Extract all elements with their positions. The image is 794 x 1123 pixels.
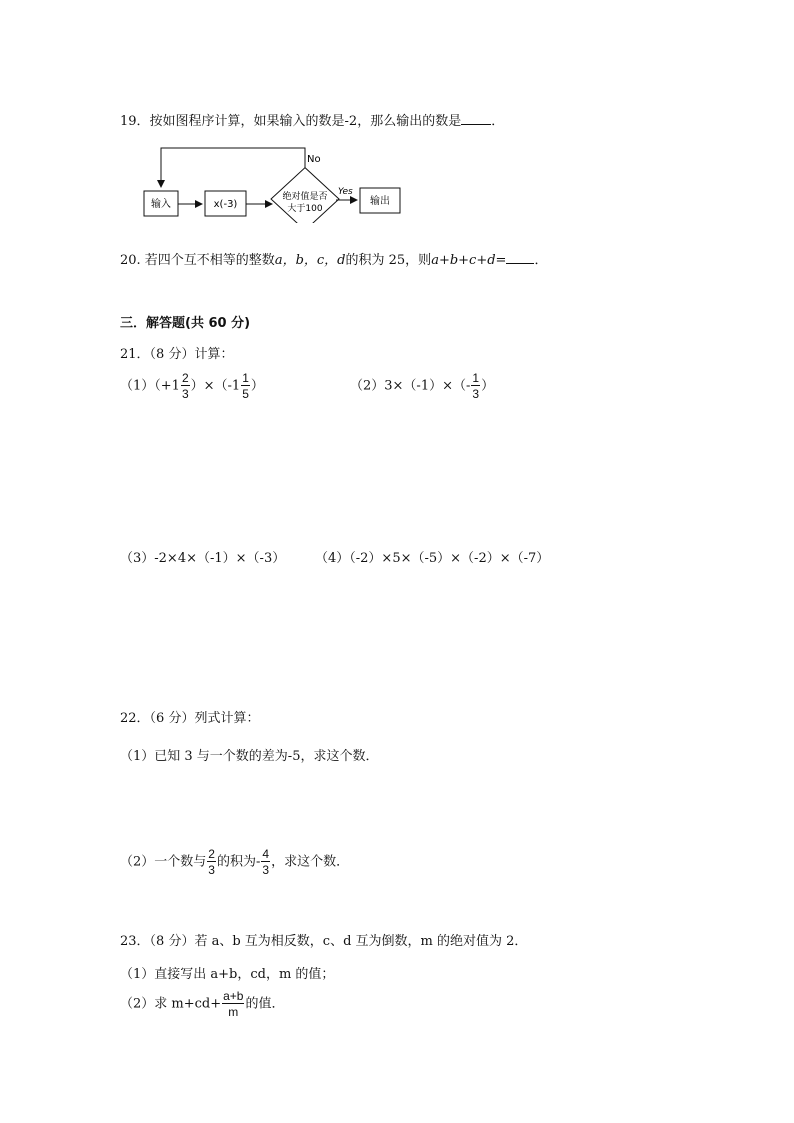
- question-23-part-1: （1）直接写出 a+b，cd，m 的值；: [120, 967, 335, 982]
- program-flowchart: [140, 143, 420, 223]
- output-label: 输出: [370, 196, 390, 207]
- decision-line-2: 大于100: [287, 204, 323, 214]
- question-20: 20. 若四个互不相等的整数a，b，c，d的积为 25，则a+b+c+d= ．: [120, 253, 548, 268]
- question-22-part-2: （2）一个数与 $\frac{2}{3}$ 的积为- $\frac{4}{3}$ ，求这个数．: [120, 847, 350, 877]
- decision-line-1: 绝对值是否: [282, 192, 328, 202]
- input-label: 输入: [151, 199, 171, 210]
- fraction: $\frac{a+b}{m}$: [223, 989, 244, 1019]
- no-label: No: [307, 154, 321, 165]
- yes-label: Yes: [338, 187, 353, 197]
- multiply-label: x(-3): [213, 199, 238, 210]
- question-21-part-1: （1）（+1 $\frac{2}{3}$ ）×（-1 $\frac{1}{5}$ ）: [120, 371, 264, 401]
- question-21-part-3: （3）-2×4×（-1）×（-3）: [120, 551, 286, 566]
- question-21-part-2: （2）3×（-1）×（- $\frac{1}{3}$ ）: [350, 371, 495, 401]
- answer-blank-20[interactable]: [506, 251, 534, 264]
- question-23-part-2: （2）求 m+cd+ $\frac{a+b}{m}$ 的值．: [120, 989, 285, 1019]
- question-21-title: 21．（8 分）计算：: [120, 347, 234, 362]
- question-19-text: 19．按如图程序计算，如果输入的数是-2，那么输出的数是: [120, 114, 462, 129]
- fraction: $\frac{2}{3}$: [181, 371, 189, 401]
- fraction: $\frac{1}{5}$: [242, 371, 249, 401]
- answer-blank-19[interactable]: [461, 112, 491, 125]
- fraction: $\frac{2}{3}$: [208, 847, 215, 877]
- question-22-title: 22．（6 分）列式计算：: [120, 711, 260, 726]
- question-23-title: 23．（8 分）若 a、b 互为相反数，c、d 互为倒数，m 的绝对值为 2．: [120, 934, 528, 949]
- fraction: $\frac{4}{3}$: [262, 847, 270, 877]
- fraction: $\frac{1}{3}$: [472, 371, 480, 401]
- section-title: 三．解答题(共 60 分): [120, 316, 251, 331]
- loop-back-arrow: [161, 148, 305, 187]
- question-21-part-4: （4）（-2）×5×（-5）×（-2）×（-7）: [315, 551, 550, 566]
- question-22-part-1: （1）已知 3 与一个数的差为-5，求这个数．: [120, 749, 379, 764]
- question-19: 19．按如图程序计算，如果输入的数是-2，那么输出的数是 ．: [120, 114, 505, 129]
